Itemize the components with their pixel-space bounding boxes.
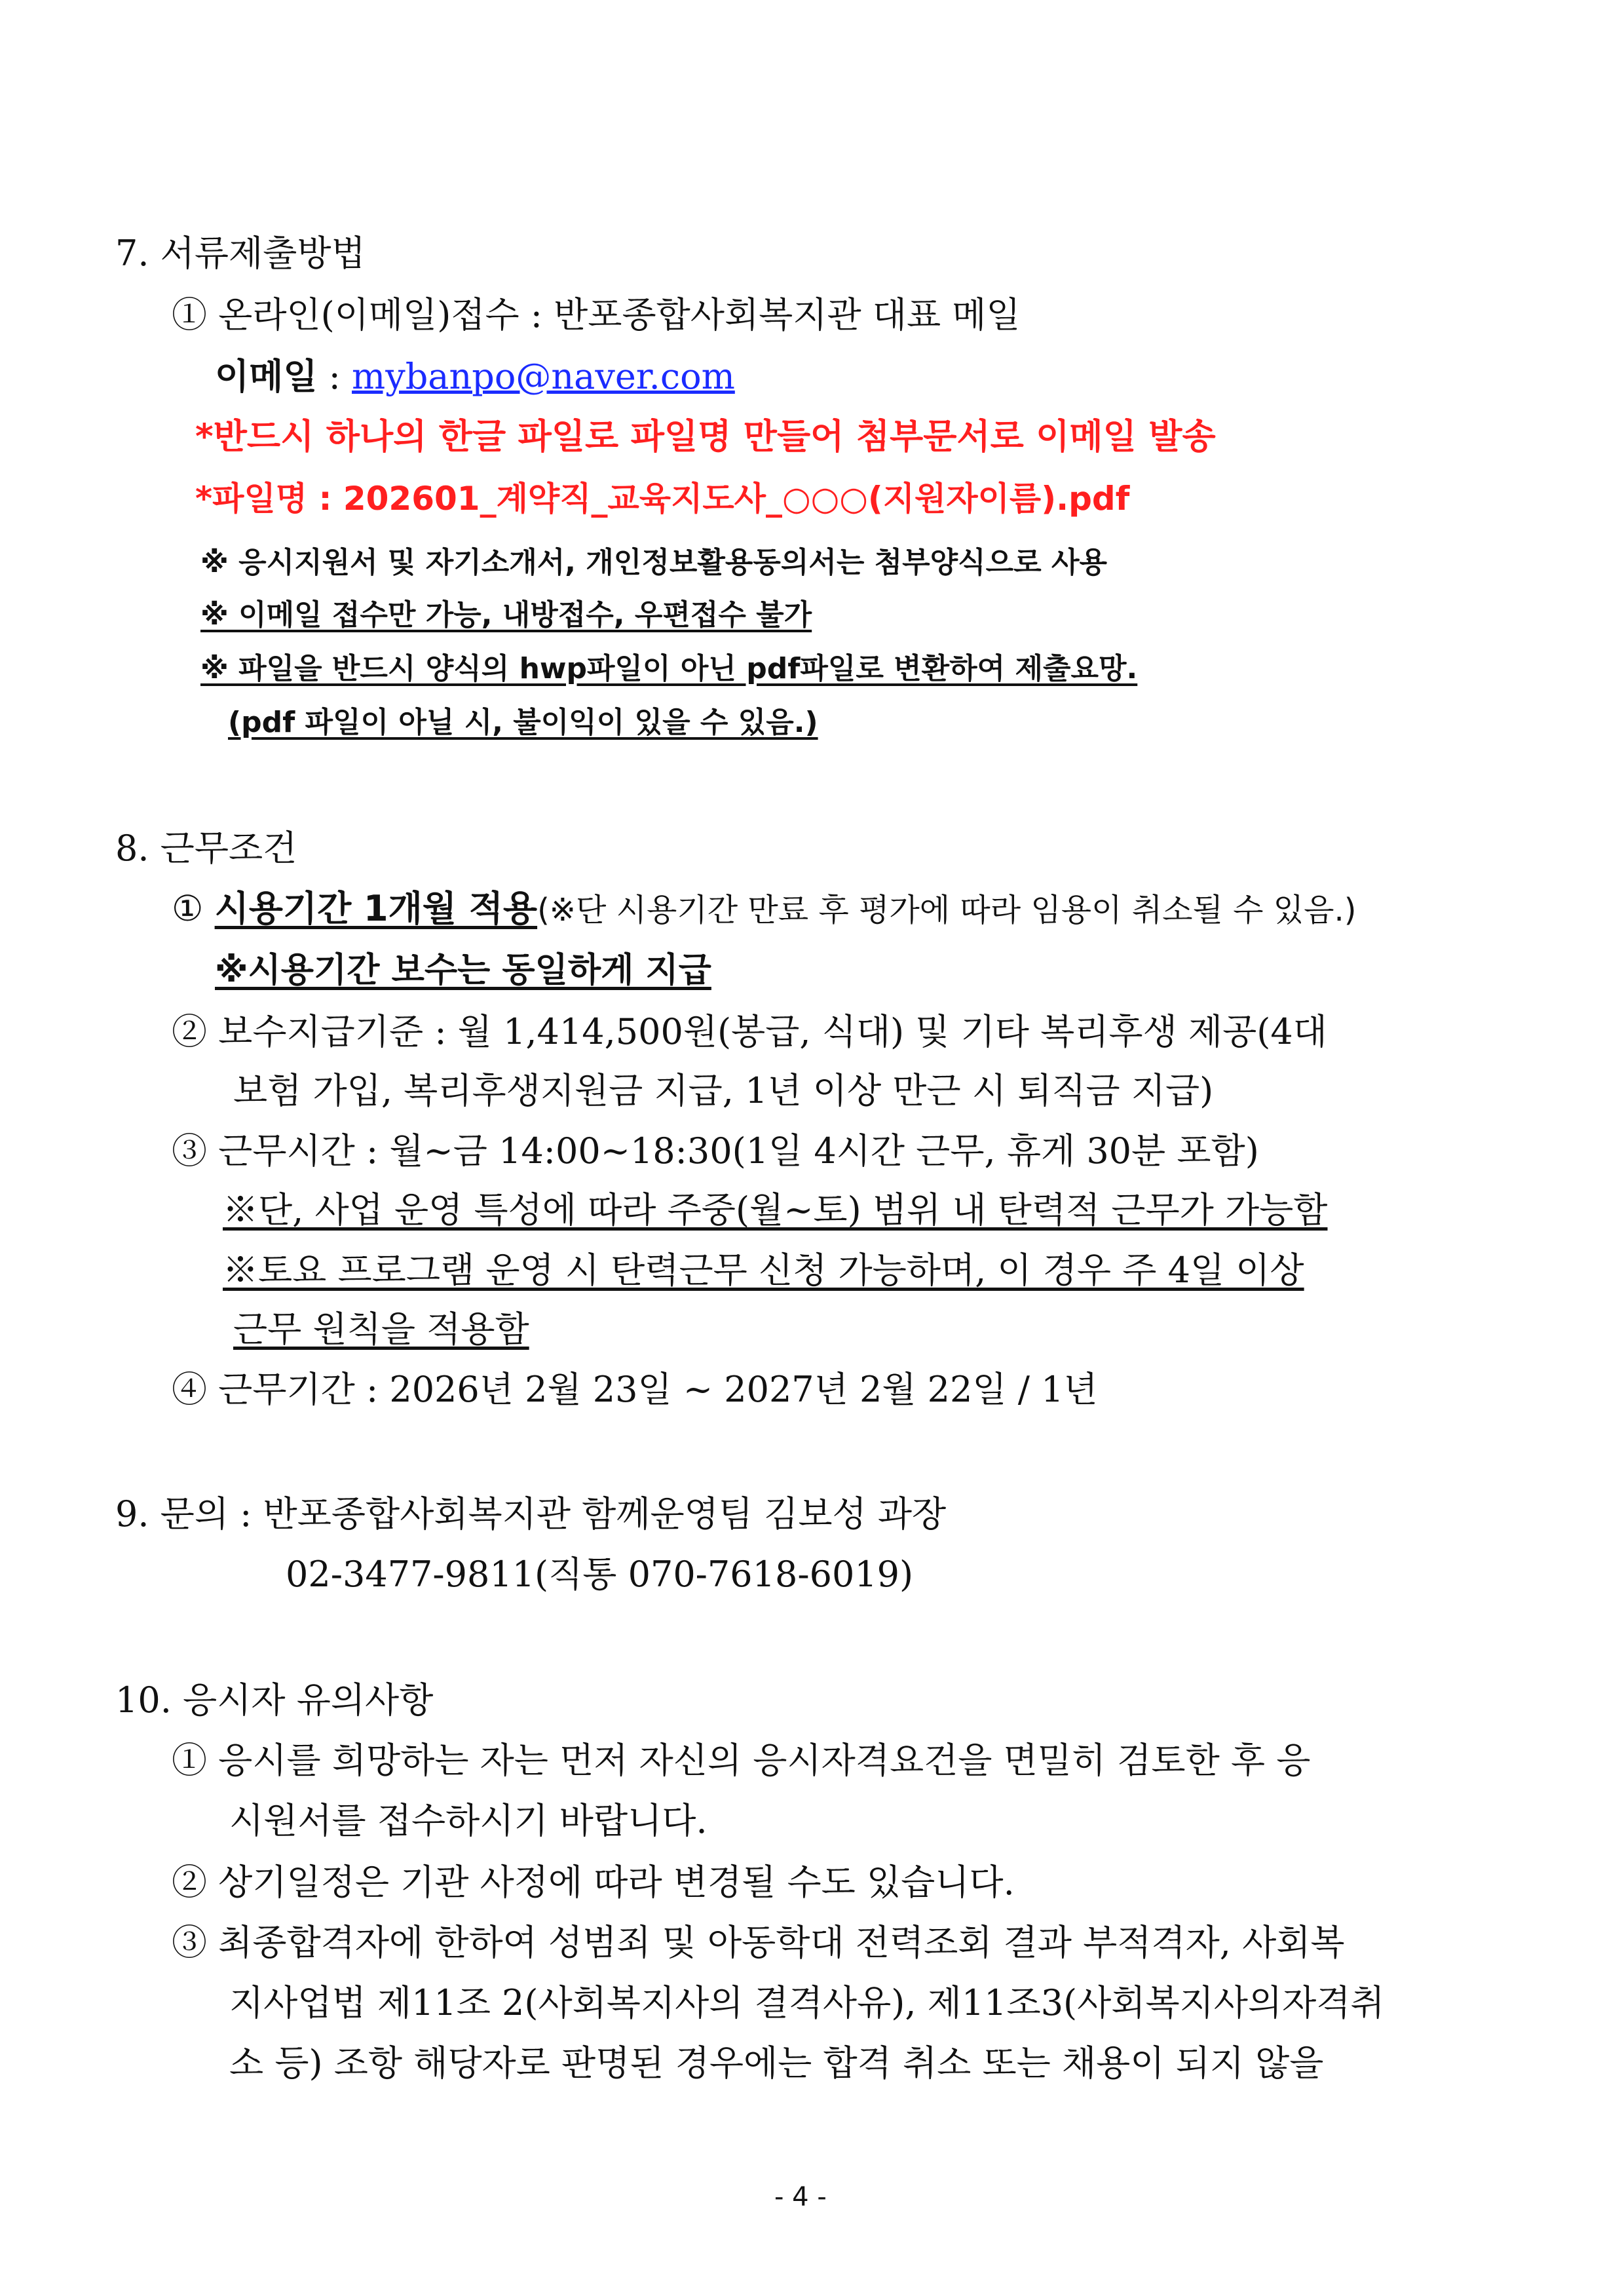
section-8-item-1 xyxy=(172,886,1356,933)
note-email-only: ※ 이메일 접수만 가능, 내방접수, 우편접수 불가 xyxy=(200,598,812,632)
probation-note: (※단 시용기간 만료 후 평가에 따라 임용이 취소될 수 있음.) xyxy=(537,892,1357,928)
section-10-item-2: ② 상기일정은 기관 사정에 따라 변경될 수도 있습니다. xyxy=(172,1862,1015,1903)
section-7-item-1: ① 온라인(이메일)접수 : 반포종합사회복지관 대표 메일 xyxy=(172,294,1021,335)
section-10-item-3-cont-2: 소 등) 조항 해당자로 판명된 경우에는 합격 취소 또는 채용이 되지 않을 xyxy=(229,2042,1324,2084)
red-notice-2: *파일명 : 202601_계약직_교육지도사_○○○(지원자이름).pdf xyxy=(195,480,1130,518)
section-8-item-3: ③ 근무시간 : 월~금 14:00~18:30(1일 4시간 근무, 휴게 30분 포함) xyxy=(172,1130,1259,1172)
note-pdf-warning: (pdf 파일이 아닐 시, 불이익이 있을 수 있음.) xyxy=(228,706,818,739)
section-8-item-2: ② 보수지급기준 : 월 1,414,500원(봉급, 식대) 및 기타 복리후생 제공(4대 xyxy=(172,1011,1327,1052)
probation-period: 시용기간 1개월 적용 xyxy=(214,888,538,929)
section-8-item-4: ④ 근무기간 : 2026년 2월 23일 ~ 2027년 2월 22일 / 1년 xyxy=(172,1369,1098,1410)
section-10-title: 10. 응시자 유의사항 xyxy=(115,1679,434,1721)
note-attachment-forms: ※ 응시지원서 및 자기소개서, 개인정보활용동의서는 첨부양식으로 사용 xyxy=(200,546,1108,579)
page-number: - 4 - xyxy=(774,2182,827,2212)
red-notice-1: *반드시 하나의 한글 파일로 파일명 만들어 첨부문서로 이메일 발송 xyxy=(195,417,1216,457)
email-separator: : xyxy=(317,356,352,397)
section-9-title: 9. 문의 : 반포종합사회복지관 함께운영팀 김보성 과장 xyxy=(115,1493,947,1535)
work-hours-note-2: ※토요 프로그램 운영 시 탄력근무 신청 가능하며, 이 경우 주 4일 이상 xyxy=(223,1250,1304,1291)
email-link[interactable]: mybanpo@naver.com xyxy=(352,356,735,397)
email-line xyxy=(215,354,735,400)
section-10-item-3-cont-1: 지사업법 제11조 2(사회복지사의 결격사유), 제11조3(사회복지사의자격취 xyxy=(229,1982,1385,2023)
section-10-item-1-cont: 시원서를 접수하시기 바랍니다. xyxy=(229,1800,708,1841)
probation-pay-note: ※시용기간 보수는 동일하게 지급 xyxy=(215,951,711,990)
section-8-title: 8. 근무조건 xyxy=(115,828,297,869)
contact-phone: 02-3477-9811(직통 070-7618-6019) xyxy=(286,1554,914,1595)
section-10-item-3: ③ 최종합격자에 한하여 성범죄 및 아동학대 전력조회 결과 부적격자, 사회복 xyxy=(172,1922,1345,1963)
work-hours-note-1: ※단, 사업 운영 특성에 따라 주중(월~토) 범위 내 탄력적 근무가 가능함 xyxy=(223,1189,1328,1231)
work-hours-note-3: 근무 원칙을 적용함 xyxy=(233,1309,529,1350)
item-1-mark: ① xyxy=(172,888,204,929)
section-7-title: 7. 서류제출방법 xyxy=(115,233,366,274)
section-10-item-1: ① 응시를 희망하는 자는 먼저 자신의 응시자격요건을 면밀히 검토한 후 응 xyxy=(172,1740,1311,1781)
email-label: 이메일 xyxy=(215,356,318,397)
section-8-item-2-cont: 보험 가입, 복리후생지원금 지급, 1년 이상 만근 시 퇴직금 지급) xyxy=(233,1070,1214,1111)
note-pdf-convert: ※ 파일을 반드시 양식의 hwp파일이 아닌 pdf파일로 변환하여 제출요망. xyxy=(200,652,1138,685)
